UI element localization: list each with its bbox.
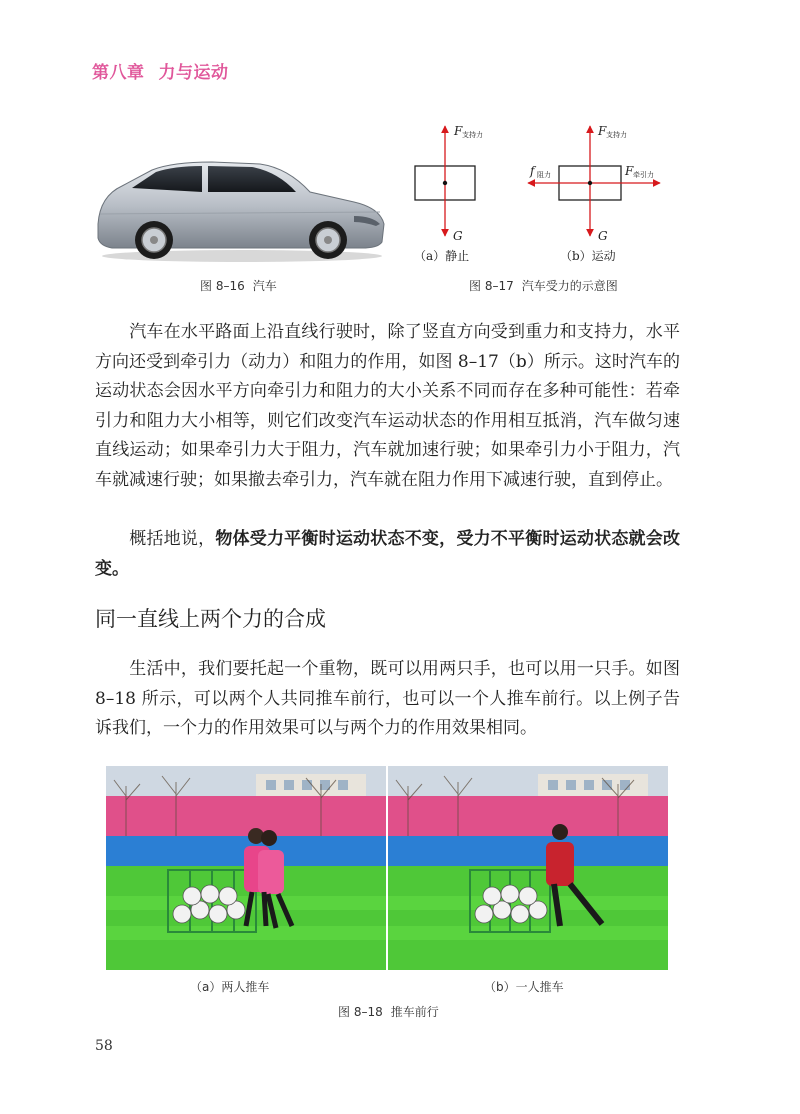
page-number: 58 [95, 1038, 113, 1054]
diagram-b-caption: （b）运动 [560, 249, 616, 263]
diagram-a-static [414, 124, 483, 263]
diagram-b-force-right-label: F [625, 164, 634, 178]
figure-8-17-caption: 图 8–17 汽车受力的示意图 [469, 279, 618, 293]
photo-one-person-pushing [388, 766, 668, 970]
section-title: 同一直线上两个力的合成 [95, 607, 326, 631]
diagram-b-moving [528, 124, 660, 263]
figure-8-18a-caption: （a）两人推车 [190, 980, 270, 994]
paragraph-3: 生活中，我们要托起一个重物，既可以用两只手，也可以用一只手。如图 8–18 所示，可以两个人共同推车前行，也可以一个人推车前行。以上例子告诉我们，一个力的作用效果可以与两个力的作用效果相同。 [95, 659, 680, 738]
paragraph-1: 汽车在水平路面上沿直线行驶时，除了竖直方向受到重力和支持力，水平方向还受到牵引力（动力）和阻力的作用，如图 8–17（b）所示。这时汽车的运动状态会因水平方向牵引力和阻力的大小关系不同而存在多种可能性：若牵引力和阻力大小相等，则它们改变汽车运动状态的作用相互抵消，汽车做匀速直线运动；如果牵引力大于阻力，汽车就加速行驶；如果牵引力小于阻力，汽车就减速行驶；如果撤去牵引力，汽车就在阻力作用下减速行驶，直到停止。 [95, 322, 680, 490]
diagram-b-force-right-sub: 牵引力 [633, 171, 654, 179]
photo-two-people-pushing [106, 766, 386, 970]
key-conclusion: 物体受力平衡时运动状态不变，受力不平衡时运动状态就会改变。 [95, 529, 680, 579]
force-diagram [398, 118, 698, 268]
diagram-b-force-up-label: F [598, 124, 607, 138]
figure-8-16-caption: 图 8–16 汽车 [200, 279, 277, 293]
chapter-header [92, 58, 229, 83]
paragraph-2: 概括地说，物体受力平衡时运动状态不变，受力不平衡时运动状态就会改变。 [95, 529, 680, 579]
diagram-a-force-down-label: G [453, 229, 463, 243]
chapter-number: 第八章 [92, 63, 145, 83]
diagram-a-force-up-label: F [454, 124, 463, 138]
diagram-b-force-left-label: f [530, 164, 535, 178]
chapter-title: 力与运动 [158, 63, 229, 83]
diagram-b-force-up-sub: 支持力 [606, 131, 627, 139]
diagram-b-force-down-label: G [598, 229, 608, 243]
diagram-b-force-left-sub: 阻力 [537, 171, 551, 179]
car-photo [92, 152, 390, 264]
figure-8-18b-caption: （b）一人推车 [484, 980, 564, 994]
diagram-a-force-up-sub: 支持力 [462, 131, 483, 139]
diagram-a-caption: （a）静止 [414, 249, 470, 263]
figure-8-18-caption: 图 8–18 推车前行 [338, 1005, 439, 1019]
